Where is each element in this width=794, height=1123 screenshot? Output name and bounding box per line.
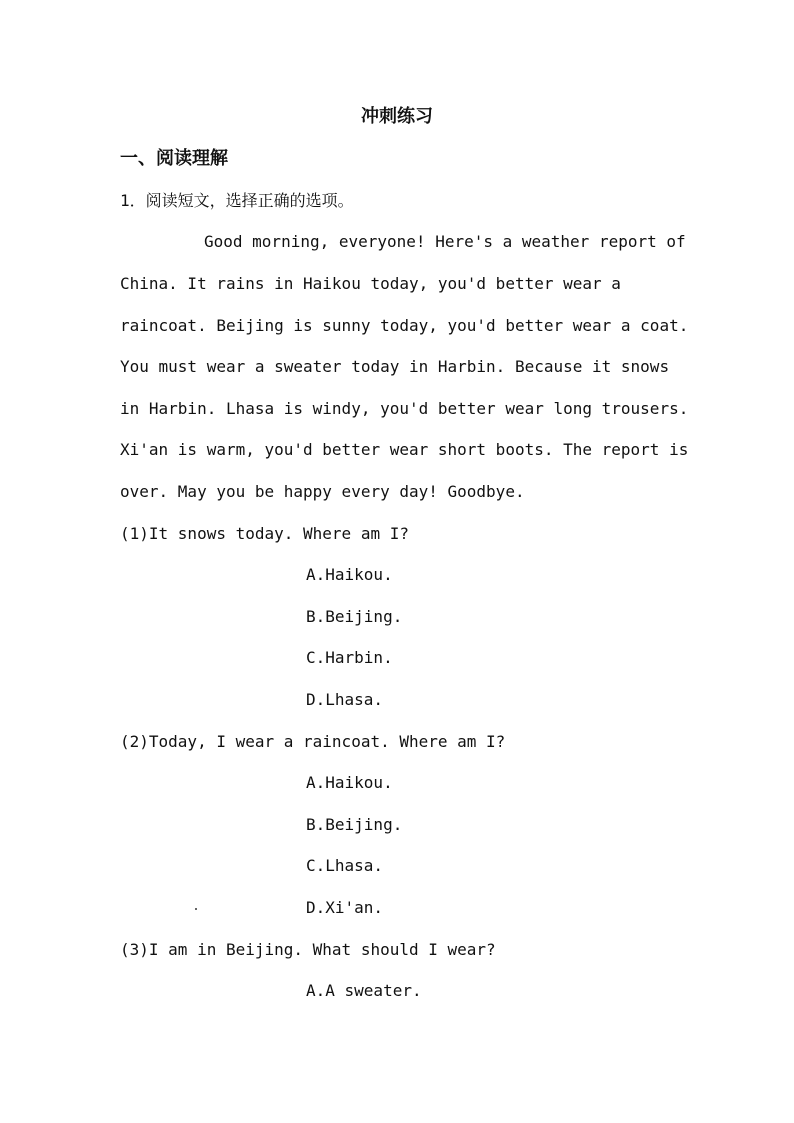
- passage-line: over. May you be happy every day! Goodbye.: [120, 482, 525, 501]
- answer-option[interactable]: A.Haikou.: [306, 565, 393, 584]
- answer-option[interactable]: B.Beijing.: [306, 607, 403, 626]
- passage-line: Good morning, everyone! Here's a weather report of: [204, 232, 686, 251]
- stray-mark: [195, 908, 197, 910]
- question-instruction: 1．阅读短文，选择正确的选项。: [120, 191, 354, 210]
- question-text: (1)It snows today. Where am I?: [120, 524, 409, 543]
- question-text: (3)I am in Beijing. What should I wear?: [120, 940, 496, 959]
- answer-option[interactable]: D.Lhasa.: [306, 690, 384, 709]
- answer-option[interactable]: C.Harbin.: [306, 648, 393, 667]
- passage-line: You must wear a sweater today in Harbin. Because it snows: [120, 357, 670, 376]
- answer-option[interactable]: C.Lhasa.: [306, 856, 384, 875]
- answer-option[interactable]: A.Haikou.: [306, 773, 393, 792]
- section-heading: 一、阅读理解: [120, 148, 228, 169]
- passage-line: raincoat. Beijing is sunny today, you'd better wear a coat.: [120, 316, 689, 335]
- answer-option[interactable]: A.A sweater.: [306, 981, 422, 1000]
- passage-line: Xi'an is warm, you'd better wear short boots. The report is: [120, 440, 689, 459]
- question-text: (2)Today, I wear a raincoat. Where am I?: [120, 732, 506, 751]
- answer-option[interactable]: D.Xi'an.: [306, 898, 384, 917]
- worksheet-title: 冲刺练习: [361, 106, 433, 127]
- passage-line: in Harbin. Lhasa is windy, you'd better wear long trousers.: [120, 399, 689, 418]
- passage-line: China. It rains in Haikou today, you'd better wear a: [120, 274, 621, 293]
- answer-option[interactable]: B.Beijing.: [306, 815, 403, 834]
